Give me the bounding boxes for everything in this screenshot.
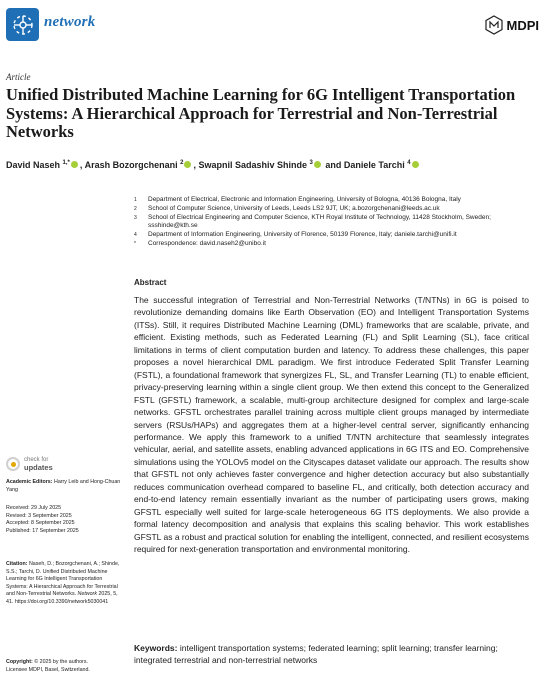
author-affiliation-ref: 1,*: [62, 160, 70, 166]
publisher-logo: [483, 14, 540, 36]
keywords: [134, 642, 529, 666]
journal-logo: [6, 8, 39, 41]
author-name[interactable]: Arash Bozorgchenani: [84, 160, 178, 170]
published-date: Published: 17 September 2025: [6, 527, 79, 534]
author-affiliation-ref: 3: [309, 160, 313, 166]
affiliations: [134, 196, 534, 249]
affiliation-number: 2: [134, 205, 137, 212]
journal-name: network: [44, 14, 96, 30]
affiliation-text: School of Computer Science, University of Leeds, Leeds LS2 9JT, UK; a.bozorgchenani@leeds.ac.uk: [148, 204, 440, 212]
affiliation-text: Department of Information Engineering, University of Florence, 50139 Florence, Italy; daniele.tarchi@unifi.it: [148, 231, 457, 239]
affiliation-text: School of Electrical Engineering and Computer Science, KTH Royal Institute of Technology, 11428 Stockholm, Sweden; ssshinde@kth.se: [148, 213, 491, 230]
affiliation-item: [134, 196, 534, 205]
copyright-label: Copyright:: [6, 659, 33, 665]
affiliation-number: 3: [134, 214, 137, 221]
abstract-heading: Abstract: [134, 278, 167, 287]
article-title: Unified Distributed Machine Learning for 6G Intelligent Transportation Systems: A Hierarchical Approach for Terrestrial and Non-Terrestrial Networks: [6, 85, 516, 141]
author-name[interactable]: David Naseh: [6, 160, 61, 170]
affiliation-text: Department of Electrical, Electronic and Information Engineering, University of Bologna, 40136 Bologna, Italy: [148, 196, 461, 203]
check-for-updates-button[interactable]: [6, 456, 53, 472]
license-text: Licensee MDPI, Basel, Switzerland.: [6, 666, 90, 673]
author-and: and: [325, 160, 342, 170]
author-list: [6, 160, 421, 170]
affiliation-item: [134, 231, 534, 240]
check-updates-icon: [6, 457, 20, 471]
keywords-label: Keywords:: [134, 643, 178, 653]
citation-text: Naseh, D.; Bozorgchenani, A.; Shinde, S.S.; Tarchi, D. Unified Distributed Machine Learning for 6G Intelligent Transportation Systems: A Hierarchical Approach for Terrestrial and Non-Terrestrial Networks.: [6, 561, 120, 598]
abstract-body: The successful integration of Terrestrial and Non-Terrestrial Networks (T/NTNs) in 6G is poised to revolutionize demanding domains like Earth Observation (EO) and Intelligent Transportation Systems (ITSs). Still, it requires Distributed Machine Learning (DML) frameworks that are scalable, private, and efficient. Existing methods, such as Federated Learning (FL) and Split Learning (SL), face critical limitations in terms of client computation burden and latency. To address these challenges, this paper proposes a novel hierarchical DML paradigm. We first introduce Federated Split Transfer Learning (FSTL), a foundational framework that synergizes FL, SL, and Transfer Learning (TL) to enable efficient, privacy-preserving learning within a single client group. We then extend this concept to the Generalized FSTL (GFSTL) framework, a scalable, multi-group architecture designed for complex and large-scale networks. GFSTL orchestrates parallel training across multiple client groups managed by intermediate servers (RSUs/HAPs) and aggregates them at a higher-level central server, significantly enhancing performance. We apply this framework to a unified T/NTN architecture that seamlessly integrates vehicular, aerial, and satellite assets, enabling advanced applications in 6G ITS and EO. Comprehensive simulations using the YOLOv5 model on the Cityscapes dataset validate our approach. The results show that GFSTL not only achieves faster convergence and higher detection accuracy but also substantially reduces communication overhead compared to baseline FL, and critically, both detection accuracy and end-to-end latency remain essentially invariant as the number of participating users grows, making GFSTL especially well suited for large-scale heterogeneous 6G ITS deployments. We also provide a formal latency decomposition and analysis that explains this scaling behavior. This work establishes GFSTL as a robust and practical solution for enabling the intelligent, connected, and resilient ecosystems required for next-generation transportation and environmental monitoring.: [134, 295, 529, 555]
received-date: Received: 29 July 2025: [6, 505, 62, 511]
accepted-date: Accepted: 8 September 2025: [6, 520, 75, 527]
affiliation-item: [134, 214, 534, 232]
copyright: [6, 659, 124, 674]
copyright-text: © 2025 by the authors.: [34, 659, 88, 665]
publication-dates: [6, 505, 124, 535]
citation: [6, 561, 124, 607]
article-type: Article: [6, 72, 31, 82]
citation-label: Citation:: [6, 561, 28, 567]
publisher-name: MDPI: [506, 17, 539, 33]
affiliation-item: [134, 205, 534, 214]
editors-label: Academic Editors:: [6, 479, 53, 485]
author-affiliation-ref: 2: [180, 160, 184, 166]
author-separator: ,: [193, 160, 196, 170]
author-name[interactable]: Swapnil Sadashiv Shinde: [198, 160, 308, 170]
correspondence-item: [134, 240, 534, 249]
network-icon: [10, 12, 36, 38]
author-affiliation-ref: 4: [407, 160, 411, 166]
orcid-icon[interactable]: [184, 161, 191, 168]
author-separator: ,: [79, 160, 83, 170]
mdpi-logo-icon: [483, 14, 505, 36]
check-updates-line2: updates: [24, 463, 53, 472]
citation-doi-link[interactable]: 2025, 5, 41. https://doi.org/10.3390/network5030041: [6, 591, 118, 605]
keywords-text: intelligent transportation systems; federated learning; split learning; transfer learning; integrated terrestrial and non-terrestrial networks: [134, 643, 498, 666]
orcid-icon[interactable]: [71, 161, 78, 168]
affiliation-number: 1: [134, 197, 137, 203]
affiliation-number: 4: [134, 232, 137, 239]
author-name[interactable]: Daniele Tarchi: [343, 160, 405, 170]
citation-journal: Network: [77, 591, 97, 598]
editors-names: Harry Leib and Hong-Chuan Yang: [6, 479, 121, 493]
revised-date: Revised: 3 September 2025: [6, 512, 72, 519]
check-updates-line1: check for: [24, 457, 49, 463]
correspondence-text: Correspondence: david.naseh2@unibo.it: [148, 239, 266, 247]
orcid-icon[interactable]: [314, 161, 321, 168]
affiliation-number: *: [134, 240, 136, 247]
orcid-icon[interactable]: [412, 161, 419, 168]
academic-editors: [6, 479, 124, 494]
